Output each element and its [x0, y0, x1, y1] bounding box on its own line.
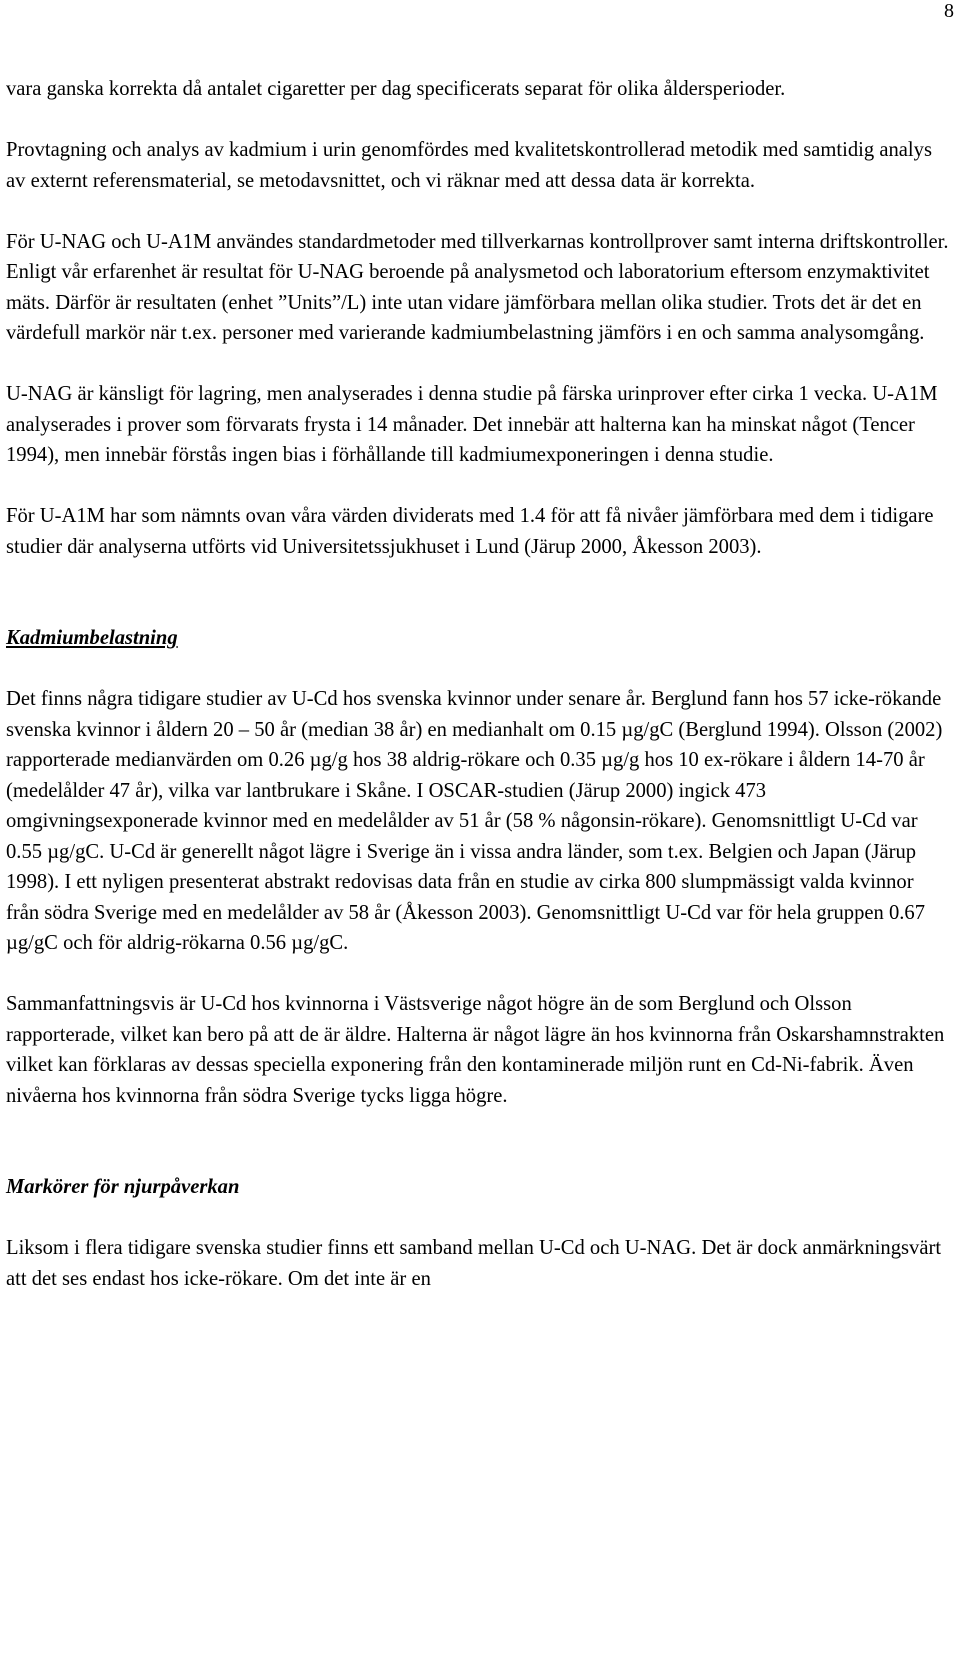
paragraph-summary: Sammanfattningsvis är U-Cd hos kvinnorna i Västsverige något högre än de som Berglund och Olsson rapporterade, vilket kan bero på att de är äldre. Halterna är något lägre än hos kvinnorna från Oskarshamnstrakten vilket kan förklaras av dessas speciella exponering från den kontaminerade miljön runt en Cd-Ni-fabrik. Även nivåerna hos kvinnorna från södra Sverige tycks ligga högre. — [6, 993, 945, 1107]
document-body — [6, 74, 951, 1325]
paragraph-storage: U-NAG är känsligt för lagring, men analyserades i denna studie på färska urinprover efter cirka 1 vecka. U-A1M analyserades i prover som förvarats frysta i 14 månader. Det innebär att halterna kan ha minskat något (Tencer 1994), men innebär förstås ingen bias i förhållande till kadmiumexponeringen i denna studie. — [6, 383, 938, 466]
paragraph-association: Liksom i flera tidigare svenska studier finns ett samband mellan U-Cd och U-NAG. Det är dock anmärkningsvärt att det ses endast hos icke-rökare. Om det inte är en — [6, 1237, 942, 1290]
paragraph-u-a1m-comparison: För U-A1M har som nämnts ovan våra värden dividerats med 1.4 för att få nivåer jämförbara med dem i tidigare studier där analyserna utförts vid Universitetssjukhuset i Lund (Järup 2000, Åkesson 2003). — [6, 505, 934, 558]
section-spacer — [6, 1142, 951, 1173]
section-spacer — [6, 593, 951, 624]
paragraph-sampling: Provtagning och analys av kadmium i urin genomfördes med kvalitetskontrollerad metodik med samtidig analys av externt referensmaterial, se metodavsnittet, och vi räknar med att dessa data är korrekta. — [6, 139, 932, 192]
paragraph-age-periods: vara ganska korrekta då antalet cigaretter per dag specificerats separat för olika åldersperioder. — [6, 78, 786, 100]
page-number: 8 — [944, 0, 954, 22]
section-heading-kadmiumbelastning: Kadmiumbelastning — [6, 627, 178, 649]
paragraph-standard-methods: För U-NAG och U-A1M användes standardmetoder med tillverkarnas kontrollprover samt interna driftskontroller. Enligt vår erfarenhet är resultat för U-NAG beroende på analysmetod och laboratorium eftersom enzymaktivitet mäts. Därför är resultaten (enhet ”Units”/L) inte utan vidare jämförbara mellan olika studier. Trots det är det en värdefull markör när t.ex. personer med varierande kadmiumbelastning jämförs i en och samma analysomgång. — [6, 230, 949, 344]
paragraph-previous-studies: Det finns några tidigare studier av U-Cd hos svenska kvinnor under senare år. Berglund fann hos 57 icke-rökande svenska kvinnor i åldern 20 – 50 år (median 38 år) en medianhalt om 0.15 µg/gC (Berglund 1994). Olsson (2002) rapporterade medianvärden om 0.26 µg/g hos 38 aldrig-rökare och 0.35 µg/g hos 10 ex-rökare i åldern 14-70 år (medelålder 47 år), vilka var lantbrukare i Skåne. I OSCAR-studien (Järup 2000) ingick 473 omgivningsexponerade kvinnor med en medelålder av 51 år (58 % någonsin-rökare). Genomsnittligt U-Cd var 0.55 µg/gC. U-Cd är generellt något lägre i Sverige än i vissa andra länder, som t.ex. Belgien och Japan (Järup 1998). I ett nyligen presenterat abstrakt redovisas data från en studie av cirka 800 slumpmässigt valda kvinnor från södra Sverige med en medelålder av 58 år (Åkesson 2003). Genomsnittligt U-Cd var för hela gruppen 0.67 µg/gC och för aldrig-rökarna 0.56 µg/gC. — [6, 688, 943, 954]
section-heading-markorer: Markörer för njurpåverkan — [6, 1176, 240, 1198]
